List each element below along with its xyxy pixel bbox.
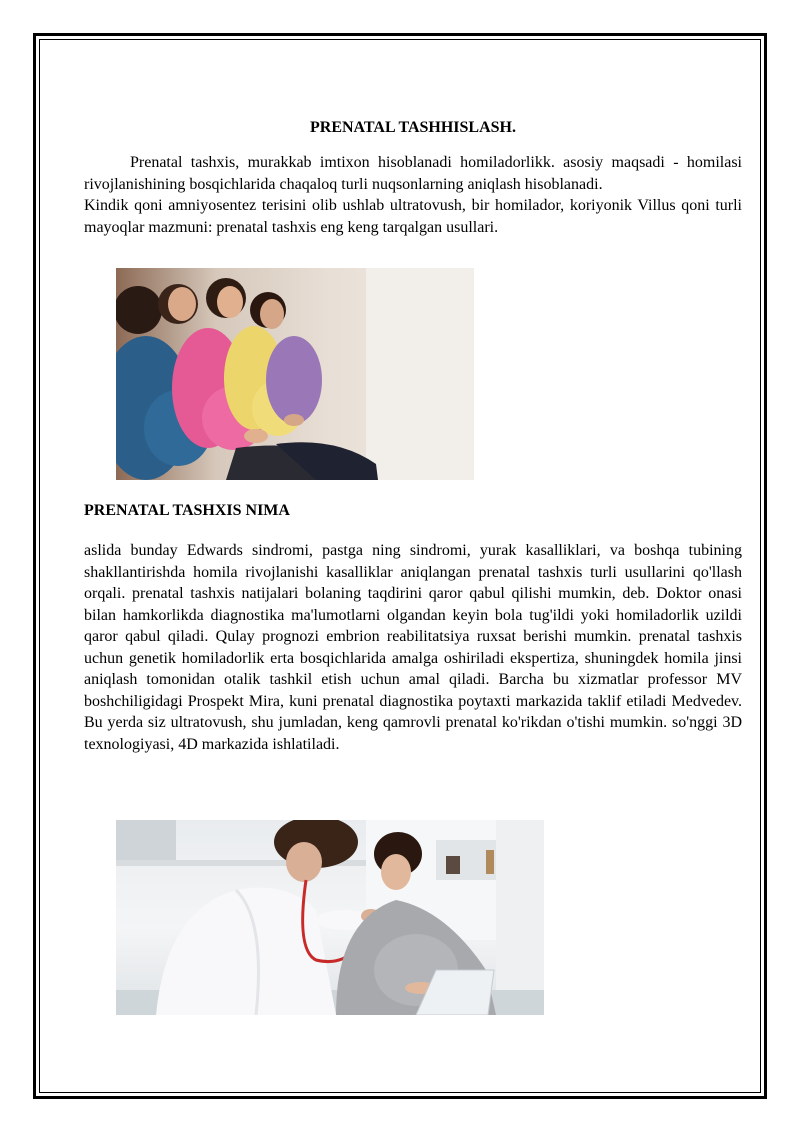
intro-paragraph: Prenatal tashxis, murakkab imtixon hisoblanadi homiladorlikk. asosiy maqsadi - homilasi rivojlanishining bosqichlarida chaqaloq turli nuqsonlarning aniqlash hisoblanadi. <box>84 154 742 193</box>
methods-paragraph: Kindik qoni amniyosentez terisini olib ushlab ultratovush, bir homilador, koriyonik Villus qoni turli mayoqlar mazmuni: prenatal tashxis eng keng tarqalgan usullari. <box>84 197 742 236</box>
section-heading: PRENATAL TASHXIS NIMA <box>84 502 290 519</box>
section <box>84 500 742 755</box>
section-paragraph: aslida bunday Edwards sindromi, pastga ning sindromi, yurak kasalliklari, va boshqa tubining shakllantirishda homila rivojlanishi kasalliklar aniqlangan prenatal tashxis turli usullarini qo'llash orqali. prenatal tashxis natijalari bolaning taqdirini qaror qabul qilishi mumkin, deb. Doktor onasi bilan hamkorlikda diagnostika ma'lumotlarni olgandan keyin bola tug'ildi yoki homiladorlik uzildi qaror qabul qiladi. Qulay prognozi embrion reabilitatsiya ruxsat berishi mumkin. prenatal tashxis uchun genetik homiladorlik erta bosqichlarida amalga oshiriladi ekspertiza, shuningdek homila jinsi aniqlash tomonidan otalik tashkil etish uchun amal qiladi. Barcha bu xizmatlar professor MV boshchiligidagi Prospekt Mira, kuni prenatal diagnostika poytaxti markazida taklif etiladi Medvedev. Bu yerda siz ultratovush, shu jumladan, keng qamrovli prenatal ko'rikdan o'tishi mumkin. so'nggi 3D texnologiyasi, 4D markazida ishlatiladi. <box>84 542 742 753</box>
document-body <box>84 116 742 238</box>
document-title: PRENATAL TASHHISLASH. <box>310 119 516 136</box>
pregnant-women-photo <box>116 268 474 480</box>
doctor-examination-photo <box>116 820 544 1015</box>
